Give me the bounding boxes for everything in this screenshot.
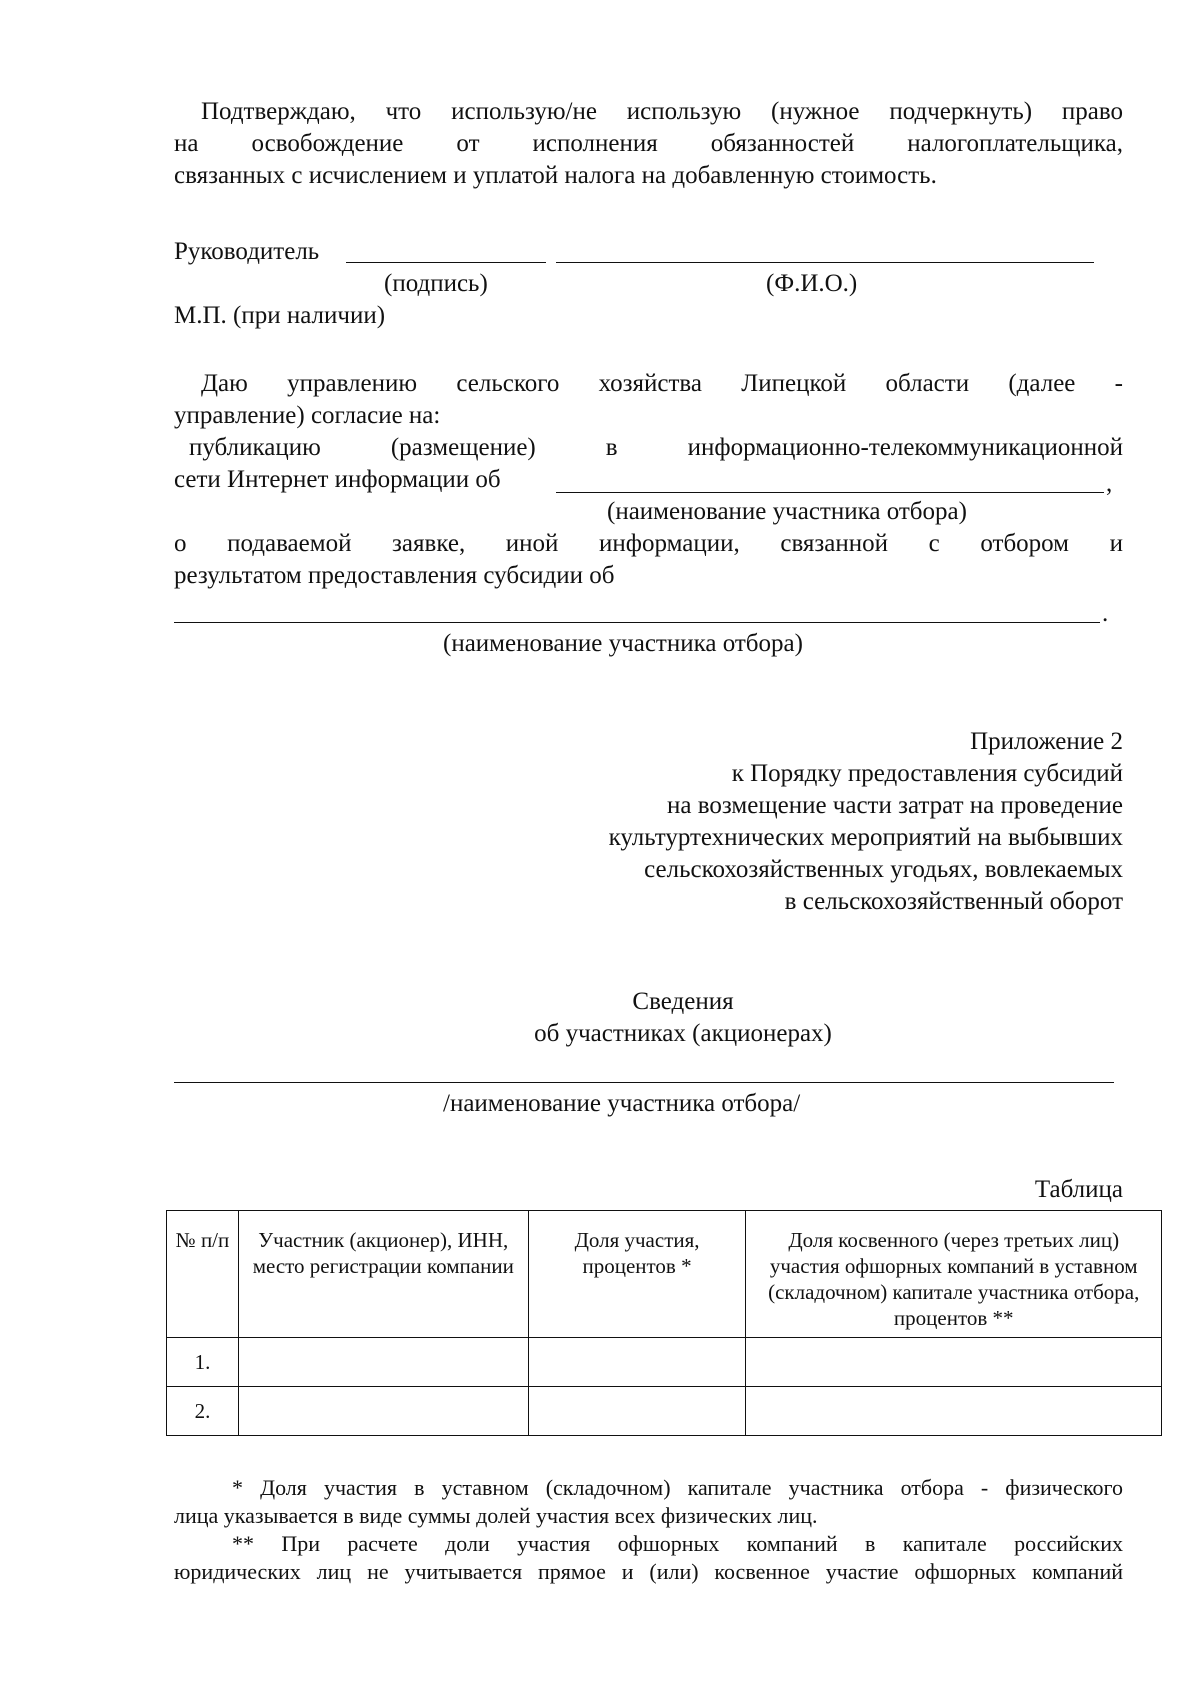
appendix-line: Приложение 2 (970, 728, 1123, 755)
participant-name-line-3 (174, 1082, 1114, 1083)
sign-caption: (подпись) (384, 270, 488, 297)
stamp-label: М.П. (при наличии) (174, 302, 386, 329)
doc-subtitle: об участниках (акционерах) (534, 1020, 832, 1047)
consent-line-4-suffix: , (1106, 470, 1113, 497)
col-header-participant: Участник (акционер), ИНН, место регистрации компании (238, 1211, 528, 1338)
participant-caption-2: (наименование участника отбора) (443, 630, 803, 657)
appendix-block (609, 726, 1123, 918)
participant-cell (238, 1338, 528, 1387)
footnote-2-line-1: ** При расчете доли участия офшорных компаний в капитале российских (232, 1531, 1123, 1556)
appendix-line: в сельскохозяйственный оборот (784, 888, 1123, 915)
col-header-share: Доля участия, процентов * (528, 1211, 746, 1338)
consent-line-7-suffix: . (1102, 600, 1109, 627)
participant-name-line-2 (174, 622, 1100, 623)
signature-line (346, 262, 546, 263)
offshore-share-cell (746, 1338, 1162, 1387)
participant-caption-1: (наименование участника отбора) (607, 498, 967, 525)
confirm-line-2: на освобождение от исполнения обязанностей налогоплательщика, (174, 130, 1123, 157)
table-row (167, 1387, 1162, 1436)
table-header-row (167, 1211, 1162, 1338)
row-number: 1. (167, 1338, 239, 1387)
appendix-line: сельскохозяйственных угодьях, вовлекаемых (644, 856, 1123, 883)
participants-table (166, 1210, 1162, 1436)
share-cell (528, 1387, 746, 1436)
col-header-number: № п/п (167, 1211, 239, 1338)
appendix-line: на возмещение части затрат на проведение (667, 792, 1123, 819)
consent-line-4-prefix: сети Интернет информации об (174, 466, 501, 493)
name-caption: (Ф.И.О.) (766, 270, 858, 297)
confirm-line-3: связанных с исчислением и уплатой налога на добавленную стоимость. (174, 162, 937, 189)
consent-line-1: Даю управлению сельского хозяйства Липецкой области (далее - (201, 370, 1123, 397)
consent-line-6: результатом предоставления субсидии об (174, 562, 615, 589)
participant-caption-3: /наименование участника отбора/ (443, 1090, 801, 1117)
doc-title: Сведения (632, 988, 734, 1015)
share-cell (528, 1338, 746, 1387)
col-header-offshore-share: Доля косвенного (через третьих лиц) участия офшорных компаний в уставном (складочном) капитале участника отбора, процентов ** (746, 1211, 1162, 1338)
footnote-1-line-1: * Доля участия в уставном (складочном) капитале участника отбора - физического (232, 1475, 1123, 1500)
offshore-share-cell (746, 1387, 1162, 1436)
confirm-line-1: Подтверждаю, что использую/не использую (нужное подчеркнуть) право (201, 98, 1123, 125)
table-label: Таблица (1034, 1176, 1123, 1203)
table-row (167, 1338, 1162, 1387)
consent-line-3: публикацию (размещение) в информационно-телекоммуникационной (189, 434, 1123, 461)
footnote-1-line-2: лица указывается в виде суммы долей участия всех физических лиц. (174, 1503, 818, 1528)
row-number: 2. (167, 1387, 239, 1436)
footnote-2-line-2: юридических лиц не учитывается прямое и (или) косвенное участие офшорных компаний (174, 1559, 1123, 1584)
appendix-line: культуртехнических мероприятий на выбывших (608, 824, 1123, 851)
consent-line-2: управление) согласие на: (174, 402, 441, 429)
name-line (556, 262, 1094, 263)
participant-name-line-1 (556, 492, 1104, 493)
participant-cell (238, 1387, 528, 1436)
consent-line-5: о подаваемой заявке, иной информации, связанной с отбором и (174, 530, 1123, 557)
head-label: Руководитель (174, 238, 320, 265)
appendix-line: к Порядку предоставления субсидий (731, 760, 1123, 787)
